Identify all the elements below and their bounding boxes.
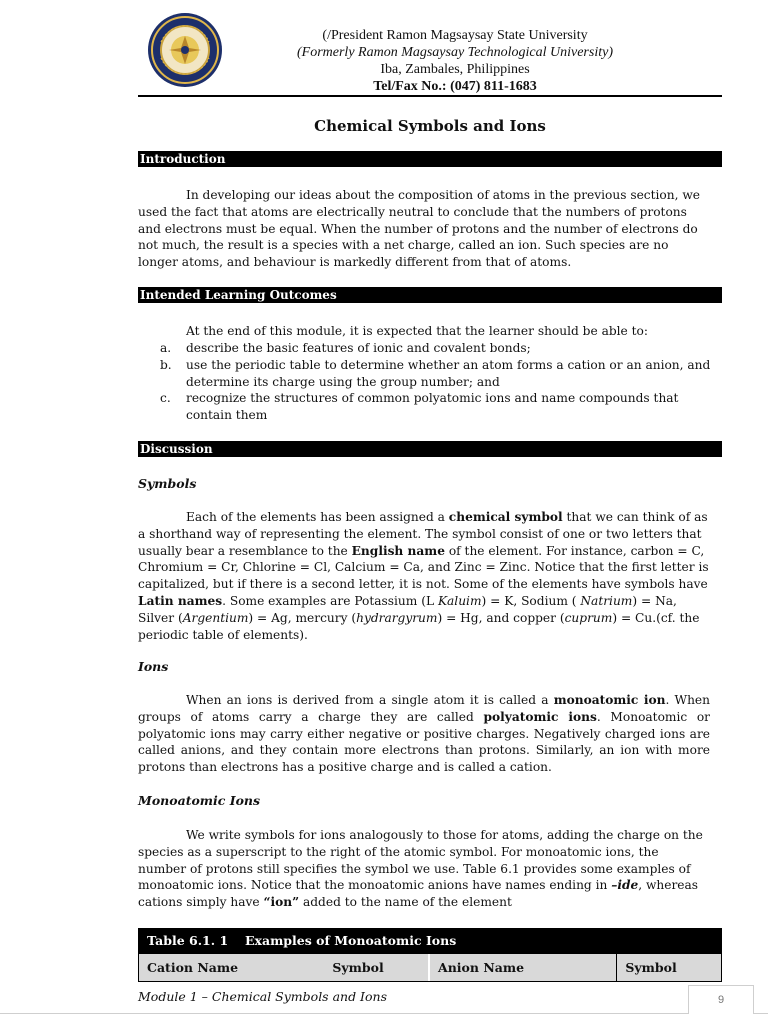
term-ion: “ion” (263, 895, 300, 910)
header-divider (138, 95, 722, 97)
subheading-ions: Ions (138, 659, 169, 674)
list-item (160, 357, 720, 391)
column-header-anion-symbol: Symbol (625, 960, 677, 975)
table-caption-text: Examples of Monoatomic Ions (245, 933, 457, 948)
monoatomic-ions-table (138, 928, 722, 982)
page-number: 9 (688, 985, 754, 1014)
footer-divider (0, 1013, 768, 1014)
list-item (160, 340, 720, 357)
term-monoatomic-ion: monoatomic ion (553, 693, 666, 707)
header-telephone: Tel/Fax No.: (047) 811-1683 (373, 79, 537, 94)
outcomes-lead: At the end of this module, it is expected that the learner should be able to: (186, 324, 648, 338)
header-address: Iba, Zambales, Philippines (380, 62, 530, 77)
section-heading-discussion: Discussion (138, 441, 722, 457)
header-former-name: (Formerly Ramon Magsaysay Technological University) (297, 45, 613, 60)
list-marker: c. (160, 391, 171, 406)
header-university-name: (/President Ramon Magsaysay State University (322, 28, 588, 43)
outcomes-list (160, 340, 720, 424)
section-heading-outcomes: Intended Learning Outcomes (138, 287, 722, 303)
list-marker: b. (160, 357, 172, 372)
table-caption (138, 928, 722, 954)
symbols-paragraph: Each of the elements has been assigned a chemical symbol that we can think of as a shorthand way of representing the element. The symbol consist of one or two letters that usually bear a resemblance to the English name of the element. For instance, carbon = C, Chromium = Cr, Chlorine = Cl, Calcium = Ca, and Zinc = Zinc. Notice that the first letter is capitalized, but if there is a second letter, it is not. Some of the elements have symbols have Latin names. Some examples are Potassium (L Kaluim) = K, Sodium ( Natrium) = Na, Silver (Argentium) = Ag, mercury (hydrargyrum) = Hg, and copper (cuprum) = Cu.(cf. the periodic table of elements). (138, 510, 709, 642)
list-item-text: describe the basic features of ionic and covalent bonds; (186, 341, 531, 355)
university-seal-icon (147, 12, 223, 88)
term-english-name: English name (351, 543, 445, 558)
ions-paragraph: When an ions is derived from a single atom it is called a monoatomic ion. When groups of atoms carry a charge they are called polyatomic ions. Monoatomic or polyatomic ions may carry either negative or positive charges. Negatively charged ions are called anions, and they contain more electrons than protons. Similarly, an ion with more protons than electrons has a positive charge and is called a cation. (138, 693, 710, 775)
list-marker: a. (160, 341, 172, 355)
term-chemical-symbol: chemical symbol (448, 510, 563, 524)
term-latin-names: Latin names (138, 593, 223, 608)
section-heading-introduction: Introduction (138, 151, 722, 167)
term-ide-suffix: –ide (611, 878, 639, 893)
list-item (160, 390, 720, 424)
subheading-monoatomic-ions: Monoatomic Ions (138, 793, 261, 808)
table-header-row (138, 954, 722, 982)
list-item-text: use the periodic table to determine whether an atom forms a cation or an anion, and determine its charge using the group number; and (186, 357, 711, 389)
term-polyatomic-ions: polyatomic ions (483, 709, 597, 724)
list-item-text: recognize the structures of common polyatomic ions and name compounds that contain them (186, 391, 679, 423)
column-header-cation-symbol: Symbol (332, 960, 384, 975)
monoatomic-paragraph: We write symbols for ions analogously to those for atoms, adding the charge on the species as a superscript to the right of the atomic symbol. For monoatomic ions, the number of protons still specifies the symbol we use. Table 6.1 provides some examples of monoatomic ions. Notice that the monoatomic anions have names ending in –ide, whereas cations simply have “ion” added to the name of the element (138, 828, 703, 910)
introduction-paragraph: In developing our ideas about the composition of atoms in the previous section, we used the fact that atoms are electrically neutral to conclude that the numbers of protons and electrons must be equal. When the number of protons and the number of electrons do not much, the result is a species with a net charge, called an ion. Such species are no longer atoms, and behaviour is markedly different from that of atoms. (138, 188, 700, 270)
column-header-cation-name: Cation Name (147, 960, 239, 975)
document-title: Chemical Symbols and Ions (314, 117, 546, 135)
column-header-anion-name: Anion Name (428, 954, 617, 981)
table-number: Table 6.1. 1 (147, 933, 229, 948)
footer-module-title: Module 1 – Chemical Symbols and Ions (138, 989, 387, 1004)
subheading-symbols: Symbols (138, 476, 197, 491)
